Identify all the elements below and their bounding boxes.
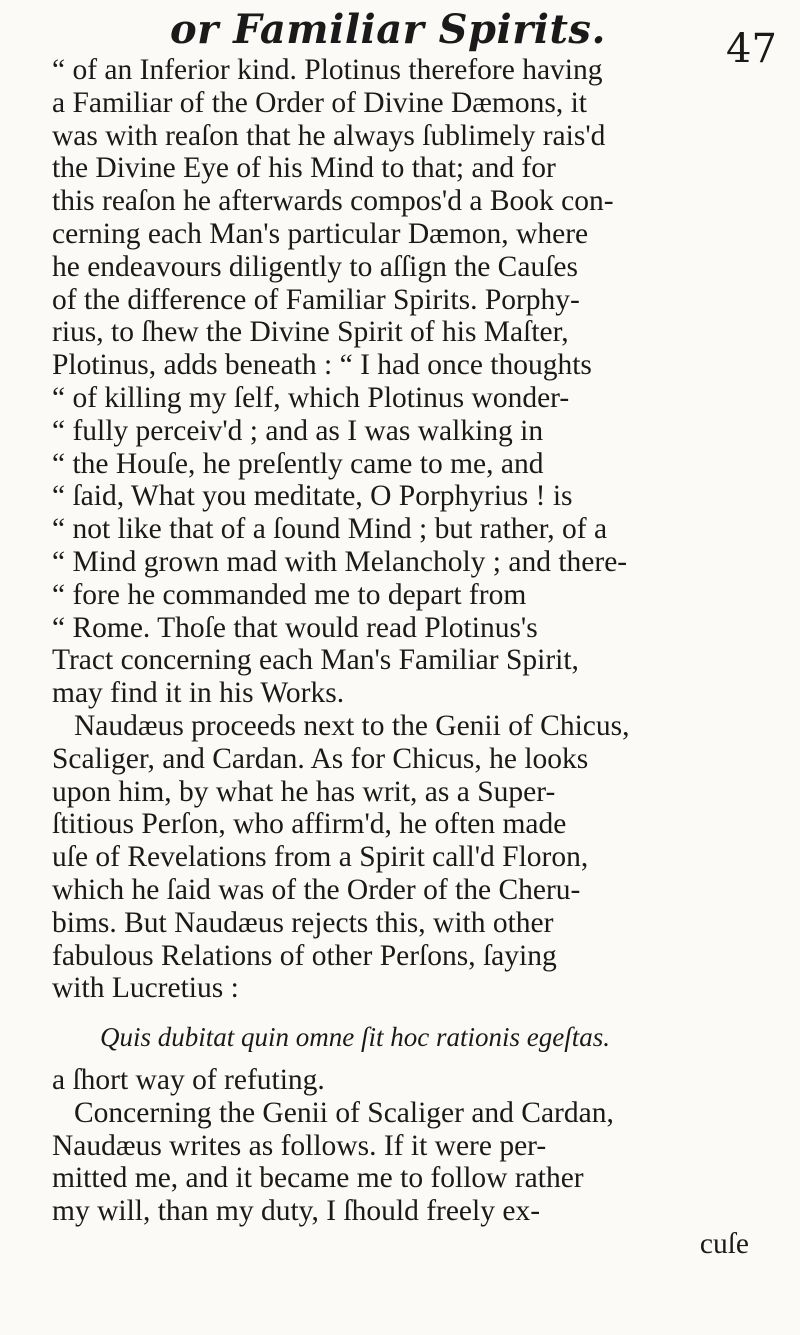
text-line: mitted me, and it became me to follow rather xyxy=(52,1162,584,1195)
text-line: the Divine Eye of his Mind to that; and for xyxy=(52,152,556,185)
text-line: uſe of Revelations from a Spirit call'd Floron, xyxy=(52,841,589,874)
text-line: my will, than my duty, I ſhould freely ex- xyxy=(52,1195,541,1228)
text-line: “ of killing my ſelf, which Plotinus wonder- xyxy=(52,381,570,414)
text-line: ſtitious Perſon, who affirm'd, he often made xyxy=(52,808,567,841)
text-line: which he ſaid was of the Order of the Cheru- xyxy=(52,873,581,906)
text-line: “ fully perceiv'd ; and as I was walking in xyxy=(52,414,544,447)
text-line: upon him, by what he has writ, as a Super- xyxy=(52,775,556,808)
text-line: may find it in his Works. xyxy=(52,677,345,710)
catchword: cuſe xyxy=(699,1227,749,1260)
text-line: a Familiar of the Order of Divine Dæmons, it xyxy=(52,86,587,119)
text-line: Tract concerning each Man's Familiar Spirit, xyxy=(52,644,579,677)
text-line: “ Mind grown mad with Melancholy ; and there- xyxy=(52,545,628,578)
text-line: this reaſon he afterwards compos'd a Book con- xyxy=(52,185,614,218)
text-line: of the difference of Familiar Spirits. Porphy- xyxy=(52,283,580,316)
text-line: was with reaſon that he always ſublimely rais'd xyxy=(52,119,606,152)
text-line: Plotinus, adds beneath : “ I had once thoughts xyxy=(52,349,592,382)
text-line: “ Rome. Thoſe that would read Plotinus's xyxy=(52,611,538,644)
text-line: Scaliger, and Cardan. As for Chicus, he looks xyxy=(52,742,589,775)
text-line: a ſhort way of refuting. xyxy=(52,1063,325,1096)
text-line: “ the Houſe, he preſently came to me, and xyxy=(52,447,544,480)
text-line: rius, to ſhew the Divine Spirit of his Maſter, xyxy=(52,316,569,349)
text-line: “ ſaid, What you meditate, O Porphyrius ! is xyxy=(52,480,573,513)
text-line: “ fore he commanded me to depart from xyxy=(52,578,527,611)
paragraph-start-line: Naudæus proceeds next to the Genii of Chicus, xyxy=(74,709,630,742)
text-line: “ of an Inferior kind. Plotinus therefore having xyxy=(52,54,603,86)
text-line: with Lucretius : xyxy=(52,972,239,1005)
text-line: he endeavours diligently to aſſign the Cauſes xyxy=(52,250,578,283)
text-line: cerning each Man's particular Dæmon, where xyxy=(52,217,589,250)
text-line: “ not like that of a ſound Mind ; but rather, of a xyxy=(52,513,608,546)
body-text xyxy=(52,54,767,1261)
text-line: bims. But Naudæus rejects this, with other xyxy=(52,906,554,939)
text-line: fabulous Relations of other Perſons, ſaying xyxy=(52,939,557,972)
running-head: or Familiar Spirits. xyxy=(170,6,606,53)
latin-quotation: Quis dubitat quin omne ſit hoc rationis egeſtas. xyxy=(100,1022,610,1053)
paragraph-start-line: Concerning the Genii of Scaliger and Cardan, xyxy=(74,1096,614,1129)
page-number: 47 xyxy=(726,26,777,72)
text-line: Naudæus writes as follows. If it were per- xyxy=(52,1129,547,1162)
